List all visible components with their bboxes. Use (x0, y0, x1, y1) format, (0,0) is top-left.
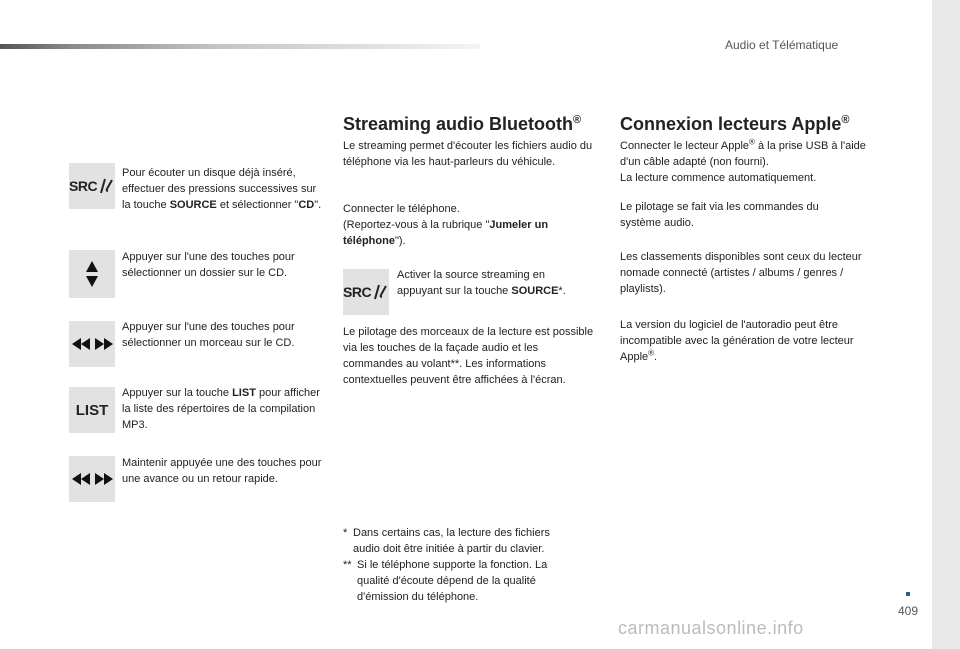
arrow-up-icon (86, 261, 98, 272)
src-slash-icon-2 (373, 284, 389, 300)
footnote-2: ** Si le téléphone supporte la fonction. La qualité d'écoute dépend de la qualité d'émission du téléphone. (343, 559, 548, 603)
bluetooth-streaming-title: Streaming audio Bluetooth® (343, 114, 582, 134)
page-number: 409 (898, 604, 919, 618)
bluetooth-p1: Le streaming permet d'écouter les fichiers audio du téléphone via les haut-parleurs du véhicule. (343, 140, 593, 168)
src-label-2: SRC (343, 284, 372, 300)
apple-p1: Connecter le lecteur Apple® à la prise USB à l'aide d'un câble adapté (non fourni). La lecture commence automatiquement. (620, 137, 866, 184)
fast-forward-rewind-icon (69, 456, 115, 502)
src-slash-icon (99, 178, 115, 194)
apple-p3: Les classements disponibles sont ceux du lecteur nomade connecté (artistes / albums / genres / playlists). (620, 251, 862, 295)
apple-connection-title: Connexion lecteurs Apple® (620, 114, 850, 134)
list-button-icon (69, 387, 115, 433)
header-gradient-bar (0, 44, 480, 49)
prev-next-icon (69, 321, 115, 367)
page-marker (906, 592, 910, 596)
section-title: Audio et Télématique (725, 38, 839, 52)
left-item-3: Appuyer sur l'une des touches pour sélectionner un morceau sur le CD. (122, 321, 295, 349)
footnote-1: * Dans certains cas, la lecture des fichiers audio doit être initiée à partir du clavier. (343, 527, 550, 555)
up-down-arrows-icon (69, 250, 115, 298)
watermark: carmanualsonline.info (618, 618, 804, 638)
apple-p2: Le pilotage se fait via les commandes du système audio. (620, 201, 819, 229)
arrow-down-icon (86, 276, 98, 287)
bluetooth-p3: Activer la source streaming en appuyant sur la touche SOURCE*. (397, 269, 566, 297)
src-button-icon (69, 163, 115, 209)
bluetooth-p2: Connecter le téléphone. (Reportez-vous à la rubrique "Jumeler un téléphone"). (343, 203, 549, 247)
apple-p4: La version du logiciel de l'autoradio peut être incompatible avec la génération de votre lecteur Apple®. (620, 319, 854, 363)
left-item-2: Appuyer sur l'une des touches pour sélectionner un dossier sur le CD. (122, 251, 295, 279)
side-strip (932, 0, 960, 649)
left-item-5: Maintenir appuyée une des touches pour une avance ou un retour rapide. (122, 457, 322, 485)
bluetooth-p4: Le pilotage des morceaux de la lecture est possible via les touches de la façade audio et les commandes au volant**. Les informations contextuelles peuvent être affichées à l'écran. (343, 326, 594, 386)
left-item-4: Appuyer sur la touche LIST pour afficher la liste des répertoires de la compilation MP3. (122, 387, 320, 431)
src-label: SRC (69, 178, 98, 194)
src-button-icon-2 (343, 269, 389, 315)
left-item-1: Pour écouter un disque déjà inséré, effectuer des pressions successives sur la touche SOURCE et sélectionner "CD". (122, 167, 322, 211)
list-label: LIST (75, 401, 109, 419)
